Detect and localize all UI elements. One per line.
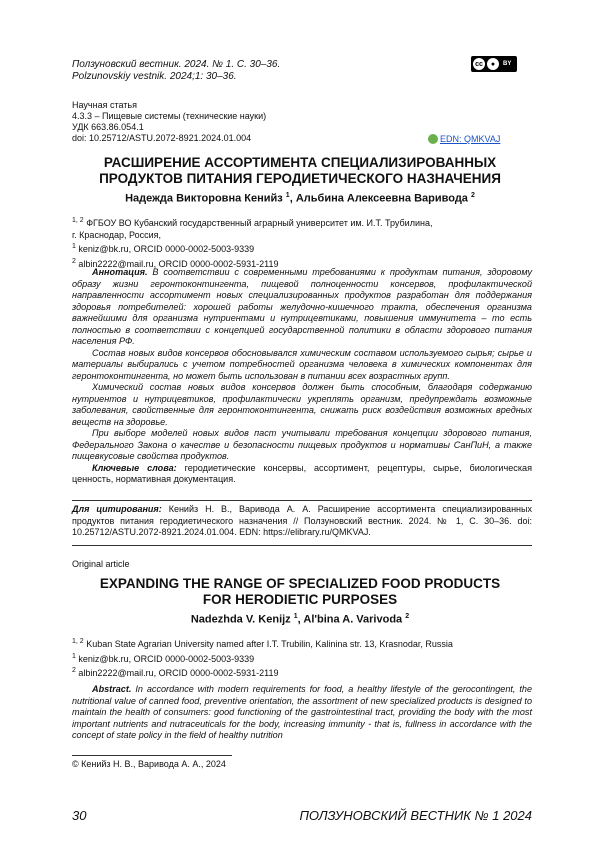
ru-abstract-p3: Химический состав новых видов консервов должен быть способным, благодаря содержанию нутриентов и нутрицевтиков, профилактически укреплять организм, предупреждать возможные заболевания, свойственные для геронтоконтингента, снижать риск воздействия возможных вредных веществ на здоровье. <box>72 382 532 427</box>
ru-keywords-label: Ключевые слова: <box>92 462 177 473</box>
ru-abstract <box>72 267 532 486</box>
en-email-1[interactable]: keniz@bk.ru, ORCID 0000-0002-5003-9339 <box>78 653 255 664</box>
en-author-1-sup: 1 <box>293 613 298 620</box>
ru-abstract-p4: При выборе моделей новых видов паст учитывали требования концепции здорового питания, Федерального Закона о качестве и безопасности пищевых продуктов и нормативы СанПиН, а также пищевкусовые свойства продуктов. <box>72 428 532 461</box>
en-aff-line-1: Kuban State Agrarian University named after I.T. Trubilin, Kalinina str. 13, Krasnodar, Russia <box>86 639 453 649</box>
ru-cite-text: Кенийз Н. В., Варивода А. А. Расширение ассортимента специализированных продуктов питания геродиетического назначения // Ползуновский вестник. 2024. № 1, С. 30–36. doi: 10.25712/ASTU.2072-8921.2024.01.004. EDN: https://elibrary.ru/QMKVAJ. <box>72 504 532 537</box>
ru-title-line-1: РАСШИРЕНИЕ АССОРТИМЕНТА СПЕЦИАЛИЗИРОВАННЫХ <box>103 155 497 170</box>
ru-author-2-sup: 2 <box>471 192 475 199</box>
journal-footer: ПОЛЗУНОВСКИЙ ВЕСТНИК № 1 2024 <box>299 808 532 823</box>
ru-email-1[interactable]: keniz@bk.ru, ORCID 0000-0002-5003-9339 <box>78 244 255 254</box>
en-title-line-1: EXPANDING THE RANGE OF SPECIALIZED FOOD PRODUCTS <box>99 576 501 591</box>
citation-en: Polzunovskiy vestnik. 2024;1: 30–36. <box>72 71 237 82</box>
ru-cite-label: Для цитирования: <box>72 504 162 514</box>
ru-author-1: Надежда Викторовна Кенийз <box>125 192 283 205</box>
ru-title-line-2: ПРОДУКТОВ ПИТАНИЯ ГЕРОДИЕТИЧЕСКОГО НАЗНАЧЕНИЯ <box>99 171 501 186</box>
en-email-2[interactable]: albin2222@mail.ru, ORCID 0000-0002-5931-2119 <box>78 668 279 678</box>
en-email1-sup: 1 <box>72 652 76 660</box>
doi-line[interactable]: doi: 10.25712/ASTU.2072-8921.2024.01.004 <box>72 133 252 143</box>
person-icon: ● <box>487 58 499 70</box>
ru-author-2: Альбина Алексеевна Варивода <box>295 192 468 205</box>
citation-divider-bottom <box>72 545 532 546</box>
page-number: 30 <box>72 808 87 823</box>
citation-ru: Ползуновский вестник. 2024. № 1. С. 30–36. <box>72 59 281 70</box>
en-abstract-label: Abstract. <box>92 684 132 694</box>
ru-keywords: геродиетические консервы, ассортимент, рецептуры, сырье, биологическая ценность, нормативная документация. <box>72 462 533 484</box>
edn-logo-icon <box>428 134 438 144</box>
ru-abstract-p1: В соответствии с современными требованиями к продуктам питания, здоровому образу жизни геронтоконтингента, пищевой полноценности консервов, профилактической направленности ассортимент новых специализированных продуктов разработан для поддержания здоровья потребителей: хорошей работы желудочно-кишечного тракта, обеспечения организма важнейшими для организма нутриентами и нутрицевтиками, повышения иммунитета – то есть полностью в соответствии с концепцией государственной политики в области здорового питания населения РФ. <box>72 267 532 346</box>
ru-aff-line-1: ФГБОУ ВО Кубанский государственный аграрный университет им. И.Т. Трубилина, <box>86 218 433 228</box>
ru-aff-sup: 1, 2 <box>72 217 84 224</box>
article-meta <box>72 100 266 144</box>
journal-citation-header <box>72 59 280 83</box>
ru-email1-sup: 1 <box>72 243 76 250</box>
ru-aff-line-2: г. Краснодар, Россия, <box>72 229 161 240</box>
udk-code: УДК 663.86.054.1 <box>72 122 144 132</box>
en-abstract <box>72 684 532 742</box>
en-aff-sup: 1, 2 <box>72 638 84 645</box>
edn-link-text[interactable]: EDN: QMKVAJ <box>440 134 501 144</box>
ru-abstract-label: Аннотация. <box>92 267 148 277</box>
article-type: Научная статья <box>72 100 137 110</box>
footnote-divider <box>72 755 232 756</box>
cc-by-label: BY <box>503 61 512 67</box>
en-article-type: Original article <box>72 559 130 569</box>
en-author-2-sup: 2 <box>405 613 410 620</box>
en-author-2: Al'bina A. Varivoda <box>303 613 403 626</box>
en-title <box>60 576 540 608</box>
ru-cite-block <box>72 504 532 539</box>
en-authors <box>60 613 540 626</box>
ru-email2-sup: 2 <box>72 257 76 265</box>
ru-title <box>60 155 540 187</box>
ru-affiliation <box>72 215 532 270</box>
ru-abstract-p2: Состав новых видов консервов обосновывался химическим составом используемого сырья; сырье и материалы выбирались с учетом потребностей организма человека в химических компонентах для геронтоконтингента, но может быть использован в питании всех возрастных групп. <box>72 347 532 381</box>
en-title-line-2: FOR HERODIETIC PURPOSES <box>202 592 398 607</box>
cc-icon: cc <box>473 58 485 70</box>
ru-author-1-sup: 1 <box>285 192 290 199</box>
citation-divider-top <box>72 500 532 501</box>
cc-by-license-badge[interactable] <box>471 56 517 72</box>
ru-author-sep: , <box>289 192 296 205</box>
en-affiliation <box>72 636 532 680</box>
en-email2-sup: 2 <box>72 667 76 674</box>
copyright-note: © Кенийз Н. В., Варивода А. А., 2024 <box>72 759 226 769</box>
en-author-1: Nadezhda V. Kenijz <box>190 613 291 626</box>
en-abstract-p1: In accordance with modern requirements for food, a healthy lifestyle of the gerocontingent, the nutritional value of canned food, preventive orientation, the assortment of new specialized products is designed to maintain the health of consumers: good functioning of the gastrointestinal tract, providing the body with the most important nutrients and nutraceuticals for the body, increasing immunity - that is, fullness in accordance with the concept of state policy in the field of healthy nutrition <box>72 684 532 740</box>
ru-email-2[interactable]: albin2222@mail.ru, ORCID 0000-0002-5931-2119 <box>78 258 279 269</box>
edn-link[interactable] <box>428 134 500 144</box>
speciality-code: 4.3.3 – Пищевые системы (технические науки) <box>72 111 267 121</box>
ru-authors <box>60 192 540 205</box>
en-author-sep: , <box>297 613 304 626</box>
